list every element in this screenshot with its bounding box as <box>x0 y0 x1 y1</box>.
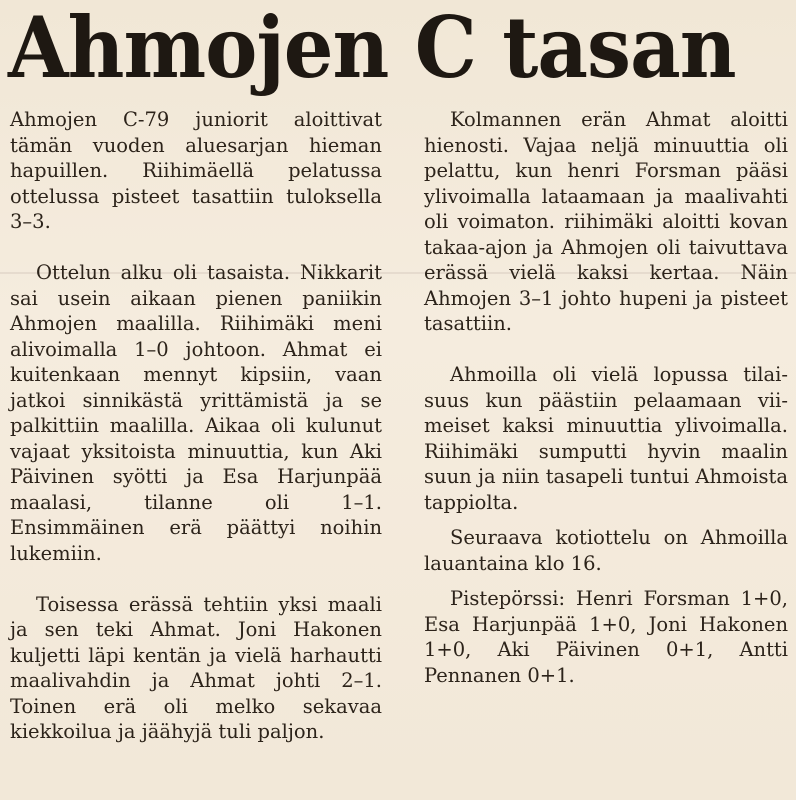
paragraph-intro: Ahmojen C-79 juniorit aloittivat tämän vuoden aluesarjan hieman hapuillen. Riihimäellä pelatussa ottelussa pisteet tasattiin tuloksella 3–3. <box>10 108 382 233</box>
paragraph-third-period: Kolmannen erän Ahmat aloitti hienosti. Vajaa neljä minuuttia oli pelattu, kun henri Forsman pääsi ylivoimalla lataamaan ja maalivahti oli voimaton. riihimäki aloitti kovan takaa-ajon ja Ahmojen oli taivuttava erässä vielä kaksi kertaa. Näin Ahmojen 3–1 johto hupeni ja pisteet tasattiin. <box>424 108 788 335</box>
paragraph-first-period: Ottelun alku oli tasaista. Nikkarit sai usein aikaan pienen paniikin Ahmojen maalilla. Riihimäki meni alivoimalla 1–0 johtoon. Ahmat ei kuitenkaan mennyt kipsiin, vaan jatkoi sinnikästä yrittämistä ja se palkittiin maalilla. Aikaa oli kulunut vajaat yksitoista minuuttia, kun Aki Päivinen syötti ja Esa Harjunpää maalasi, tilanne oli 1–1. Ensimmäinen erä päättyi noihin lukemiin. <box>10 261 382 565</box>
paragraph-scoring: Pistepörssi: Henri Forsman 1+0, Esa Harjunpää 1+0, Joni Hakonen 1+0, Aki Päivinen 0+1, Antti Pennanen 0+1. <box>424 587 788 687</box>
paragraph-next-game: Seuraava kotiottelu on Ahmoilla lauantaina klo 16. <box>424 526 788 575</box>
article-column-left <box>10 107 382 745</box>
article-column-right <box>424 107 788 688</box>
paragraph-ending: Ahmoilla oli vielä lopussa tilaisuus kun päästiin pelaamaan viimeiset kaksi minuuttia ylivoimalla. Riihimäki sumputti hyvin maalin suun ja niin tasapeli tuntui Ahmoista tappiolta. <box>424 363 788 514</box>
headline: Ahmojen C tasan <box>8 0 736 97</box>
paragraph-second-period: Toisessa erässä tehtiin yksi maali ja sen teki Ahmat. Joni Hakonen kuljetti läpi kentän ja vielä harhautti maalivahdin ja Ahmat johti 2–1. Toinen erä oli melko sekavaa kiekkoilua ja jäähyjä tuli paljon. <box>10 592 382 743</box>
